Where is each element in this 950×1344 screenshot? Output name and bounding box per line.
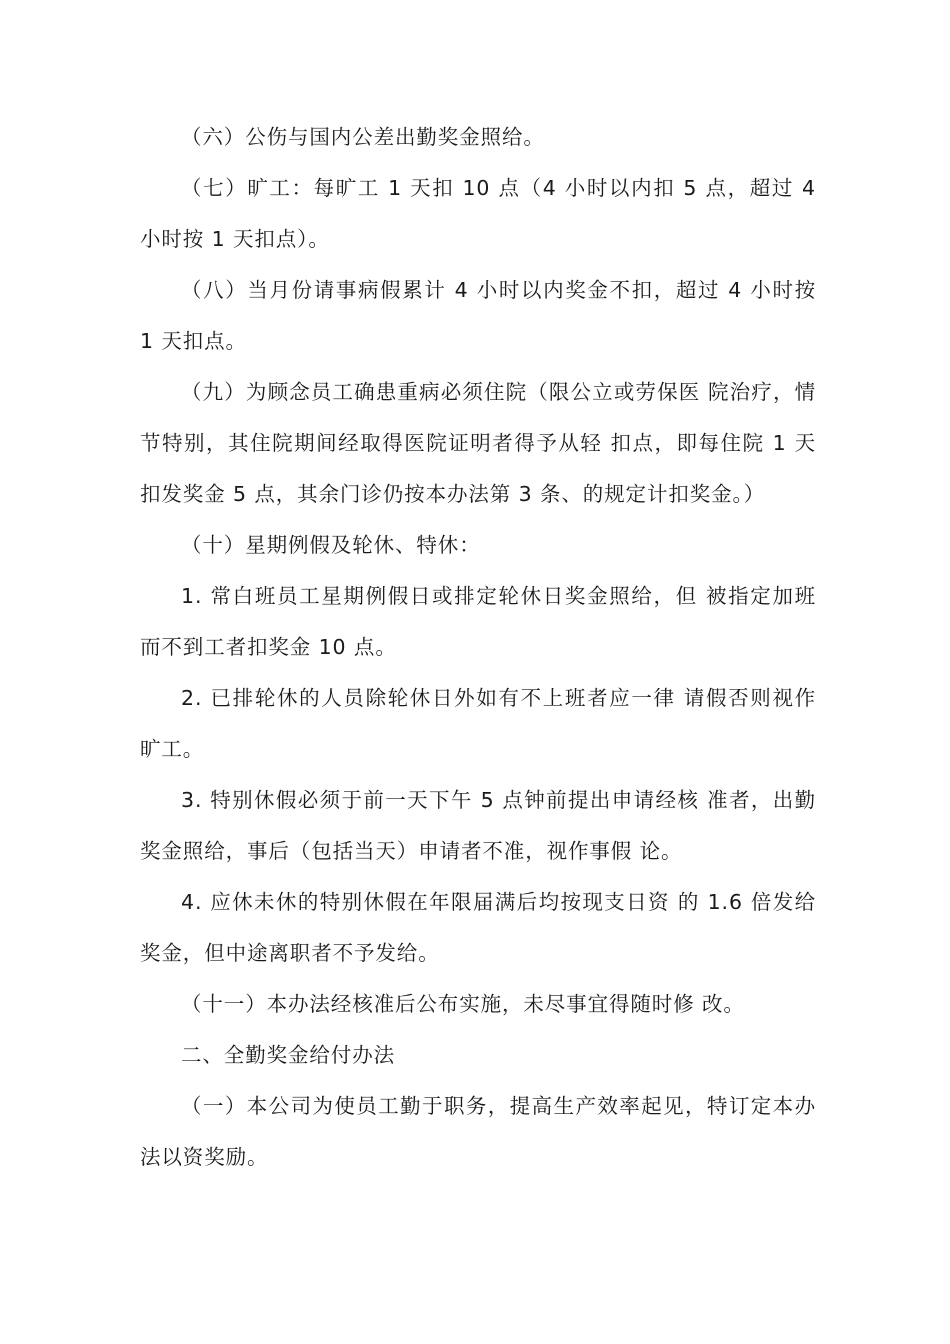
section-heading-attendance-bonus: 二、全勤奖金给付办法 [181, 1043, 395, 1067]
list-item-1: 1. 常白班员工星期例假日或排定轮休日奖金照给，但 被指定加班而不到工者扣奖金 10 点。 [140, 584, 816, 659]
paragraph-10-holidays: （十）星期例假及轮休、特休： [181, 533, 481, 557]
paragraph-7-absenteeism: （七）旷工：每旷工 1 天扣 10 点（4 小时以内扣 5 点，超过 4 小时按 1 天扣点）。 [140, 176, 816, 251]
paragraph-9-hospitalization: （九）为顾念员工确患重病必须住院（限公立或劳保医 院治疗，情节特别，其住院期间经取得医院证明者得予从轻 扣点，即每住院 1 天扣发奖金 5 点，其余门诊仍按本办法第 3 条、的规定计扣奖金。） [140, 380, 816, 506]
list-item-2: 2. 已排轮休的人员除轮休日外如有不上班者应一律 请假否则视作旷工。 [140, 686, 816, 761]
document-body [140, 112, 816, 1183]
list-item-4: 4. 应休未休的特别休假在年限届满后均按现支日资 的 1.6 倍发给奖金，但中途离职者不予发给。 [140, 890, 816, 965]
paragraph-8-leave: （八）当月份请事病假累计 4 小时以内奖金不扣，超过 4 小时按 1 天扣点。 [140, 278, 816, 353]
list-item-3: 3. 特别休假必须于前一天下午 5 点钟前提出申请经核 准者，出勤奖金照给，事后（包括当天）申请者不准，视作事假 论。 [140, 788, 816, 863]
paragraph-11-implementation: （十一）本办法经核准后公布实施，未尽事宜得随时修 改。 [181, 992, 745, 1016]
paragraph-6-work-injury: （六）公伤与国内公差出勤奖金照给。 [181, 125, 545, 149]
paragraph-1-purpose: （一）本公司为使员工勤于职务，提高生产效率起见，特订定本办法以资奖励。 [140, 1094, 816, 1169]
